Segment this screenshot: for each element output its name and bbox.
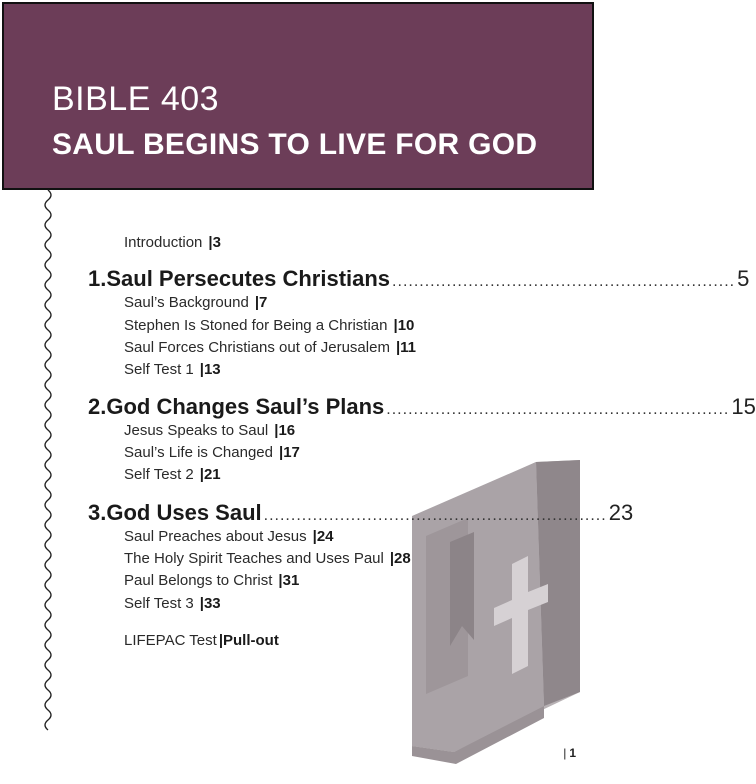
toc-section-2[interactable] <box>88 394 756 420</box>
section-page: 15 <box>731 394 756 419</box>
dot-leader: ............................................................... <box>263 507 607 524</box>
toc-item-label: Saul’s Background <box>124 294 249 311</box>
toc-item-label: Jesus Speaks to Saul <box>124 422 269 439</box>
toc-item-label: Saul Forces Christians out of Jerusalem <box>124 339 390 356</box>
toc-item[interactable] <box>124 361 221 378</box>
page-number <box>563 746 576 760</box>
section-page: 5 <box>737 266 750 291</box>
toc-item-label: The Holy Spirit Teaches and Uses Paul <box>124 550 384 567</box>
toc-item-label: Paul Belongs to Christ <box>124 572 273 589</box>
toc-item-page: |31 <box>278 572 300 589</box>
toc-item-page: |3 <box>208 234 221 251</box>
toc-lifepac-test[interactable] <box>124 632 279 649</box>
toc-item[interactable] <box>124 528 334 545</box>
section-title: Saul Persecutes Christians <box>106 266 391 291</box>
toc-item-page: |33 <box>199 595 221 612</box>
toc-introduction[interactable] <box>124 234 221 251</box>
section-page: 23 <box>608 500 634 525</box>
toc-item-page: |11 <box>395 339 417 356</box>
toc-item-page: |13 <box>199 361 221 378</box>
toc-item-label: Saul Preaches about Jesus <box>124 528 307 545</box>
section-number: 3. <box>88 500 107 525</box>
toc-item-label: Self Test 2 <box>124 466 194 483</box>
toc-item-page: |7 <box>254 294 268 311</box>
toc-item-label: Introduction <box>124 234 203 251</box>
toc-item-page: |21 <box>199 466 221 483</box>
toc-item[interactable] <box>124 466 221 483</box>
course-label: BIBLE 403 <box>52 80 220 118</box>
page-number-separator: | <box>563 746 567 760</box>
toc-item-label: LIFEPAC Test <box>124 632 217 649</box>
toc-item[interactable] <box>124 294 267 311</box>
toc-item[interactable] <box>124 422 295 439</box>
unit-title: SAUL BEGINS TO LIVE FOR GOD <box>52 128 538 161</box>
toc-item[interactable] <box>124 572 299 589</box>
toc-item-page: |28 <box>389 550 411 567</box>
toc-item-label: Self Test 1 <box>124 361 194 378</box>
toc-item-page: |10 <box>393 317 415 334</box>
section-title: God Uses Saul <box>106 500 262 525</box>
section-number: 1. <box>88 266 107 291</box>
toc-item[interactable] <box>124 550 411 567</box>
toc-item[interactable] <box>124 444 300 461</box>
toc-item-label: Self Test 3 <box>124 595 194 612</box>
toc-item-page: |17 <box>279 444 300 461</box>
dot-leader: ............................................................... <box>392 273 736 290</box>
toc-item-page: |16 <box>274 422 296 439</box>
toc-item-label: Saul’s Life is Changed <box>124 444 273 461</box>
toc-section-3[interactable] <box>88 500 634 526</box>
toc-item[interactable] <box>124 339 416 356</box>
toc-item-label: Stephen Is Stoned for Being a Christian <box>124 317 388 334</box>
toc-item[interactable] <box>124 595 221 612</box>
dot-leader: ............................................................... <box>386 401 730 418</box>
toc-item-page: |Pull-out <box>218 632 279 649</box>
toc-section-1[interactable] <box>88 266 750 292</box>
section-number: 2. <box>88 394 107 419</box>
toc-item[interactable] <box>124 317 414 334</box>
toc-item-page: |24 <box>312 528 334 545</box>
page-number-value: 1 <box>569 746 576 760</box>
section-title: God Changes Saul’s Plans <box>106 394 385 419</box>
